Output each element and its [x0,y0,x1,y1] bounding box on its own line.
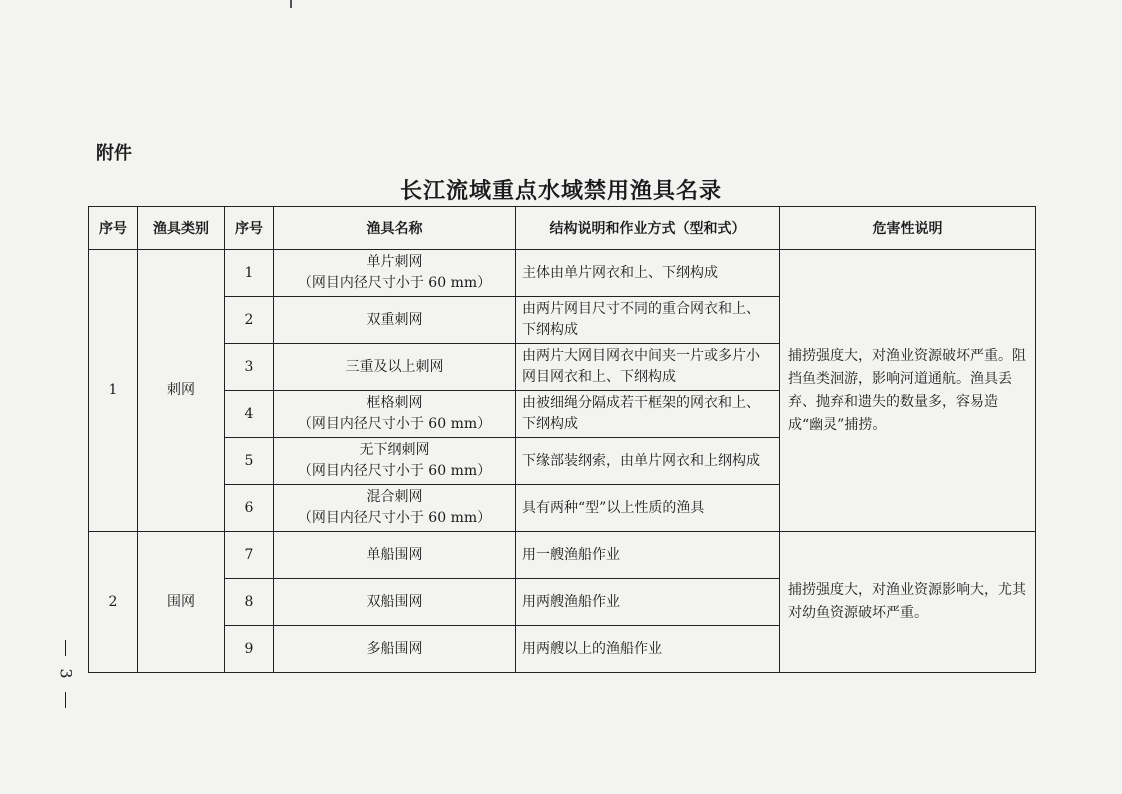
group-no-cell: 2 [89,532,138,673]
gear-name: 框格刺网 [366,395,423,411]
gear-name: 双重刺网 [366,311,423,328]
structure-cell: 具有两种“型”以上性质的渔具 [516,485,780,532]
gear-name-cell [274,344,516,391]
gear-name-cell [274,485,516,532]
gear-mesh-note: （网目内径尺寸小于 60 mm） [297,463,492,479]
table-header-row [89,207,1036,250]
scan-mark [290,0,306,8]
gear-mesh-note: （网目内径尺寸小于 60 mm） [297,275,492,291]
gear-mesh-note: （网目内径尺寸小于 60 mm） [297,416,492,432]
item-no-cell: 6 [225,485,274,532]
col-header-item-no: 序号 [225,207,274,250]
col-header-harm: 危害性说明 [780,207,1036,250]
structure-cell: 由两片网目尺寸不同的重合网衣和上、下纲构成 [516,297,780,344]
structure-cell: 下缘部装纲索，由单片网衣和上纲构成 [516,438,780,485]
col-header-category: 渔具类别 [138,207,225,250]
fishing-gear-table [88,206,1036,673]
item-no-cell: 8 [225,579,274,626]
item-no-cell: 7 [225,532,274,579]
harm-cell: 捕捞强度大，对渔业资源影响大，尤其对幼鱼资源破坏严重。 [780,532,1036,673]
gear-name-cell [274,250,516,297]
gear-name-cell [274,297,516,344]
structure-cell: 由被细绳分隔成若干框架的网衣和上、下纲构成 [516,391,780,438]
structure-cell: 由两片大网目网衣中间夹一片或多片小网目网衣和上、下纲构成 [516,344,780,391]
gear-name: 单船围网 [366,546,423,563]
group-no-cell: 1 [89,250,138,532]
gear-name-cell [274,626,516,673]
gear-mesh-note: （网目内径尺寸小于 60 mm） [297,510,492,526]
gear-name: 混合刺网 [366,489,423,505]
structure-cell: 主体由单片网衣和上、下纲构成 [516,250,780,297]
structure-cell: 用一艘渔船作业 [516,532,780,579]
gear-name: 双船围网 [366,593,423,610]
category-cell: 刺网 [138,250,225,532]
page-title: 长江流域重点水域禁用渔具名录 [399,179,722,204]
item-no-cell: 3 [225,344,274,391]
table-row [89,532,1036,579]
gear-name: 三重及以上刺网 [345,358,444,375]
gear-name: 多船围网 [366,640,423,657]
col-header-structure: 结构说明和作业方式（型和式） [516,207,780,250]
gear-name-cell [274,438,516,485]
page-number-digit: 3 [56,668,76,679]
col-header-group-no: 序号 [89,207,138,250]
gear-name: 单片刺网 [366,254,423,270]
item-no-cell: 1 [225,250,274,297]
item-no-cell: 9 [225,626,274,673]
attachment-label: 附件 [96,143,132,164]
page-number-dash [65,640,66,656]
page-number [58,640,74,710]
structure-cell: 用两艘渔船作业 [516,579,780,626]
gear-name-cell [274,391,516,438]
page-number-dash [65,692,66,708]
gear-name-cell [274,579,516,626]
harm-cell: 捕捞强度大，对渔业资源破坏严重。阻挡鱼类洄游，影响河道通航。渔具丢弃、抛弃和遗失的数量多，容易造成“幽灵”捕捞。 [780,250,1036,532]
gear-name-cell [274,532,516,579]
table-row [89,250,1036,297]
item-no-cell: 5 [225,438,274,485]
category-cell: 围网 [138,532,225,673]
item-no-cell: 2 [225,297,274,344]
structure-cell: 用两艘以上的渔船作业 [516,626,780,673]
col-header-gear-name: 渔具名称 [274,207,516,250]
gear-name: 无下纲刺网 [359,442,430,458]
item-no-cell: 4 [225,391,274,438]
